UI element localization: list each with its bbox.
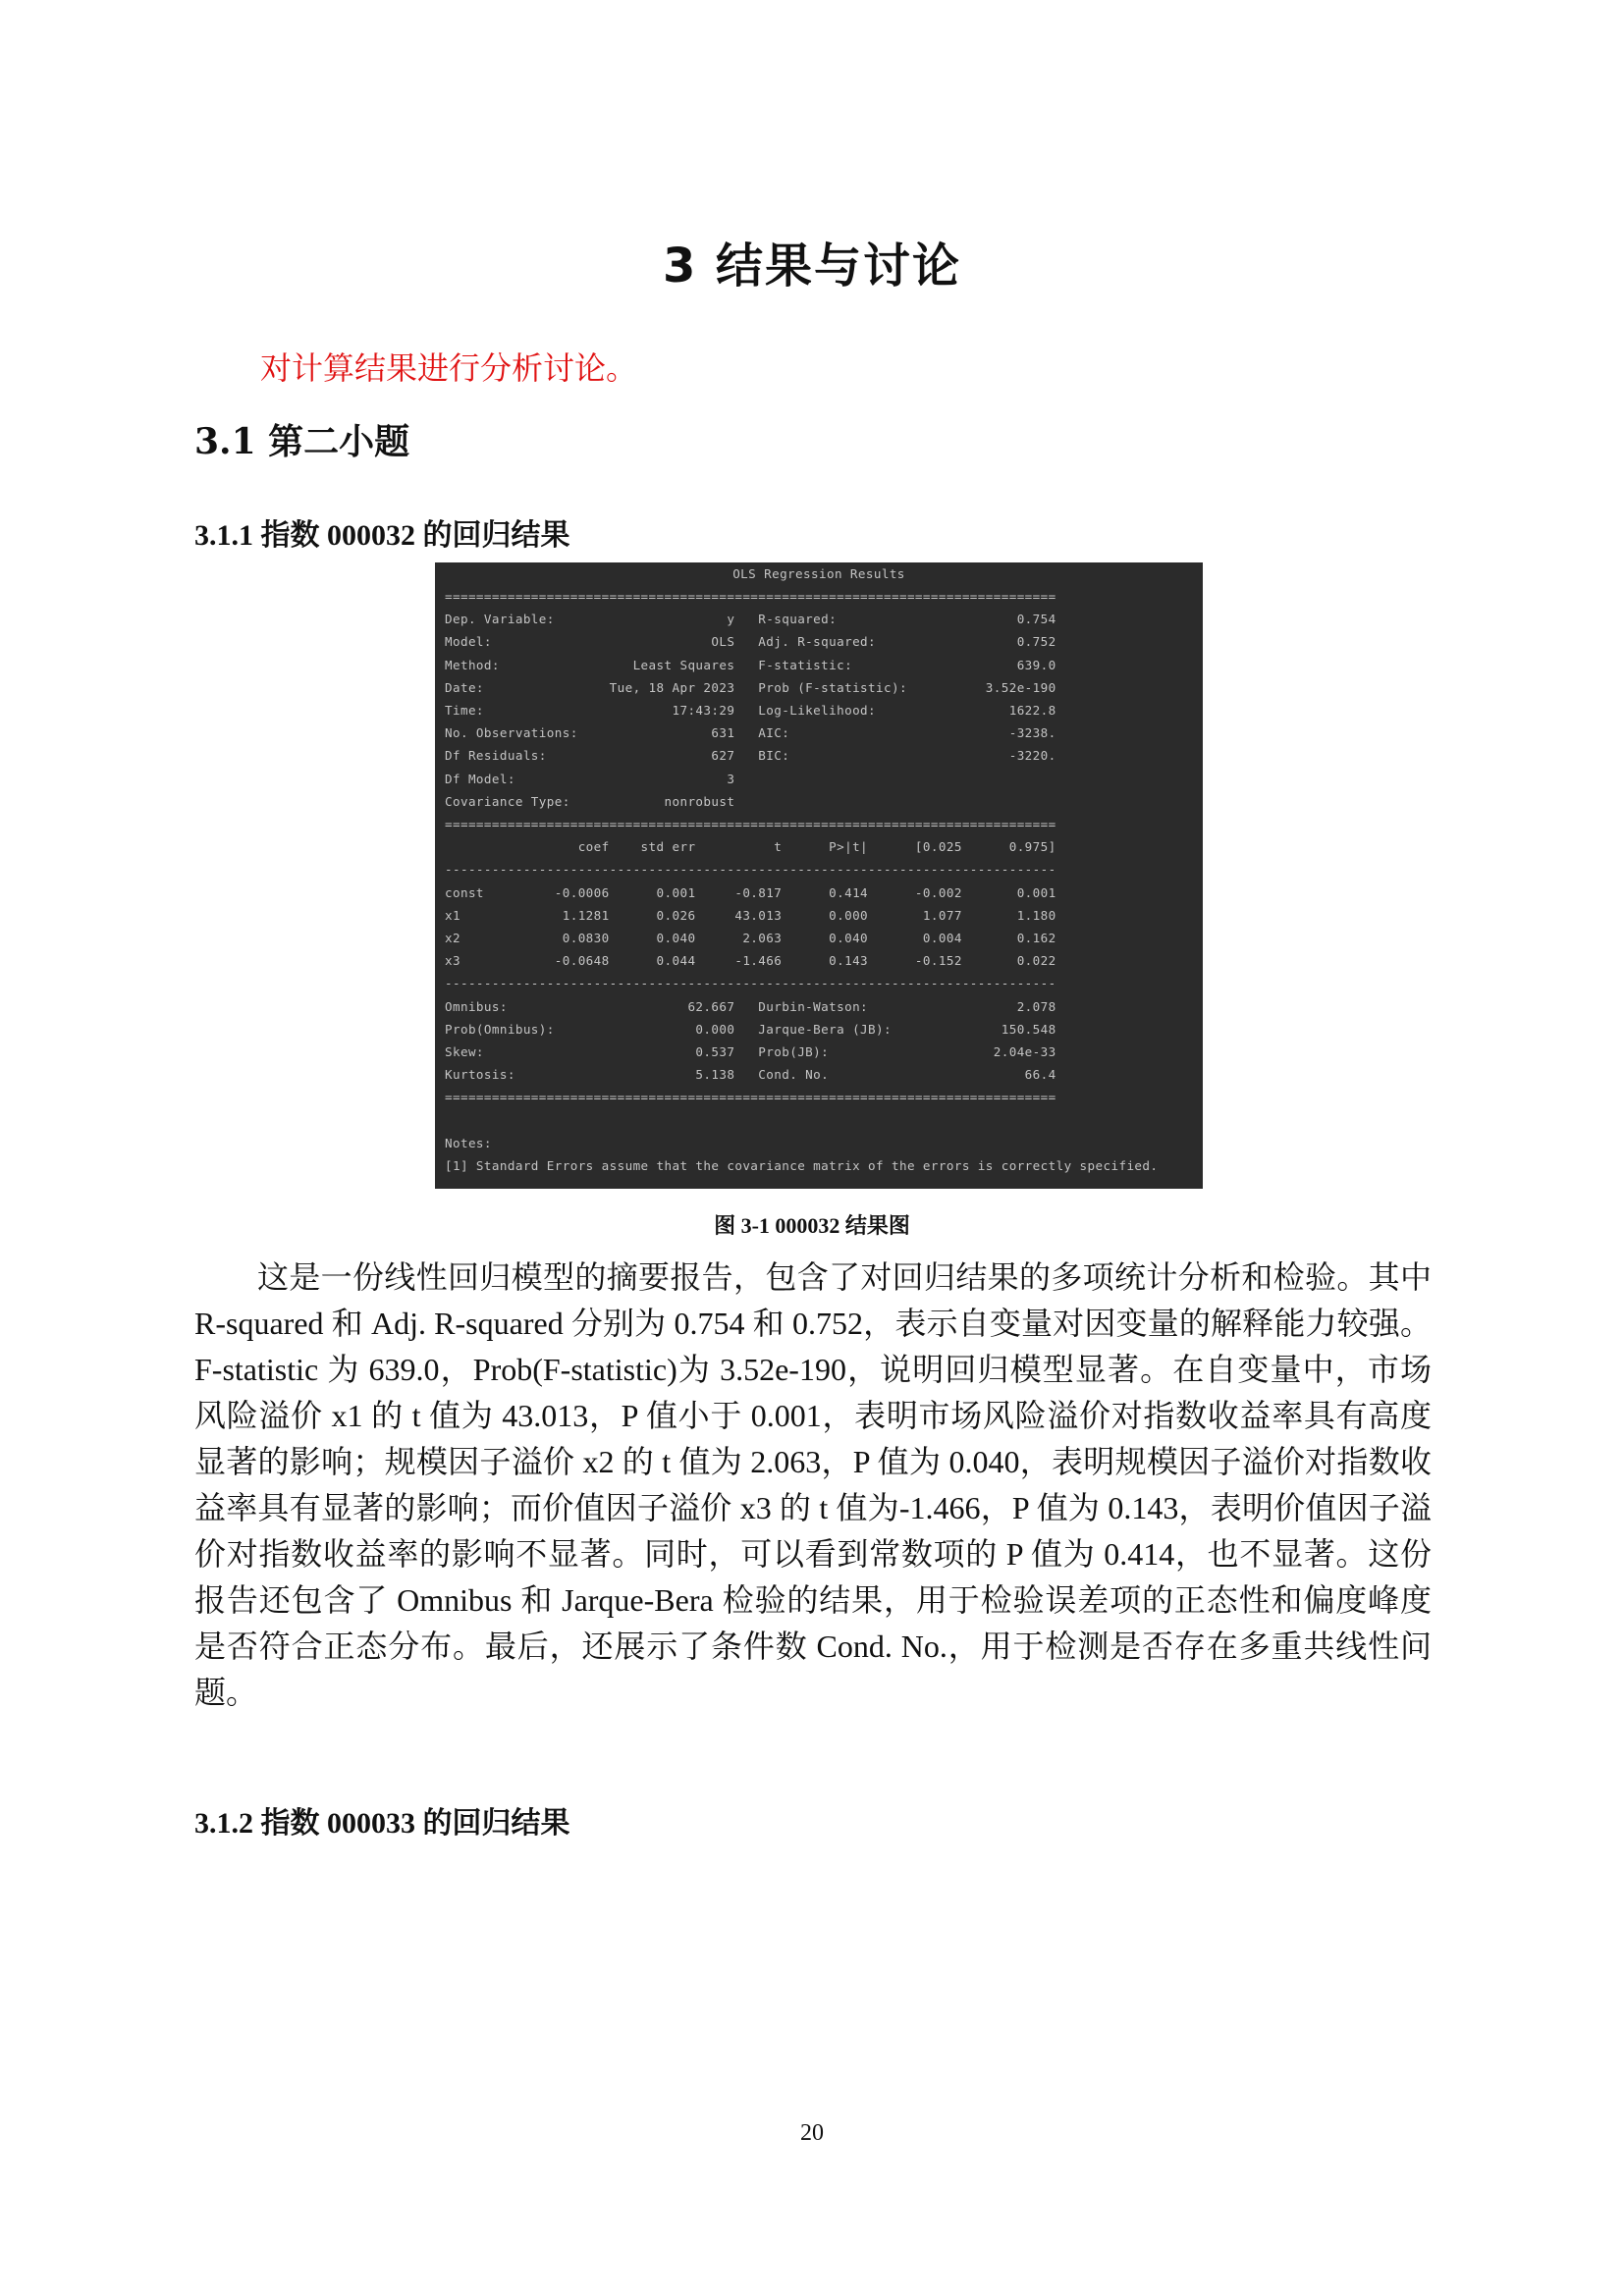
regression-output-line: Notes: — [445, 1135, 492, 1150]
regression-output-line: Covariance Type: nonrobust — [445, 793, 735, 809]
regression-output-line: ============================================================================== — [445, 589, 1056, 604]
regression-output-line: Kurtosis: 5.138 Cond. No. 66.4 — [445, 1067, 1056, 1083]
regression-output-line: Df Residuals: 627 BIC: -3220. — [445, 748, 1056, 764]
instruction-note: 对计算结果进行分析讨论。 — [260, 349, 638, 387]
regression-output-line: ------------------------------------------------------------------------------ — [445, 862, 1056, 878]
regression-output-line: x2 0.0830 0.040 2.063 0.040 0.004 0.162 — [445, 931, 1056, 945]
subsection-title-2: 3.1.2 指数 000033 的回归结果 — [194, 1807, 570, 1840]
regression-output-line: x1 1.1281 0.026 43.013 0.000 1.077 1.180 — [445, 907, 1056, 923]
regression-output-line: Date: Tue, 18 Apr 2023 Prob (F-statistic): 3.52e-190 — [445, 679, 1056, 695]
regression-output-line: Dep. Variable: y R-squared: 0.754 — [445, 612, 1056, 627]
regression-output-screenshot — [435, 562, 1203, 1189]
subsection-title-1: 3.1.1 指数 000032 的回归结果 — [194, 519, 570, 552]
body-paragraph: 这是一份线性回归模型的摘要报告，包含了对回归结果的多项统计分析和检验。其中 R-squared 和 Adj. R-squared 分别为 0.754 和 0.752，表示自变量对因变量的解释能力较强。F-statistic 为 639.0，Prob(F-statistic)为 3.52e-190，说明回归模型显著。在自变量中，市场风险溢价 x1 的 t 值为 43.013，P 值小于 0.001，表明市场风险溢价对指数收益率具有高度显著的影响；规模因子溢价 x2 的 t 值为 2.063，P 值为 0.040，表明规模因子溢价对指数收益率具有显著的影响；而价值因子溢价 x3 的 t 值为-1.466，P 值为 0.143，表明价值因子溢价对指数收益率的影响不显著。同时，可以看到常数项的 P 值为 0.414，也不显著。这份报告还包含了 Omnibus 和 Jarque-Bera 检验的结果，用于检验误差项的正态性和偏度峰度是否符合正态分布。最后，还展示了条件数 Cond. No.，用于检测是否存在多重共线性问题。 — [194, 1259, 1432, 1710]
page-number: 20 — [800, 2120, 824, 2146]
regression-output-line: Time: 17:43:29 Log-Likelihood: 1622.8 — [445, 703, 1056, 718]
regression-output-line: Omnibus: 62.667 Durbin-Watson: 2.078 — [445, 998, 1056, 1014]
regression-output-line: const -0.0006 0.001 -0.817 0.414 -0.002 0.001 — [445, 884, 1056, 900]
regression-output-line: No. Observations: 631 AIC: -3238. — [445, 725, 1056, 741]
regression-output-line: Skew: 0.537 Prob(JB): 2.04e-33 — [445, 1044, 1056, 1059]
section-title: 3.1 第二小题 — [194, 421, 410, 462]
regression-output-line: [1] Standard Errors assume that the covariance matrix of the errors is correctly specified. — [445, 1158, 1159, 1173]
figure-caption: 图 3-1 000032 结果图 — [714, 1213, 910, 1238]
regression-output-line: ============================================================================== — [445, 1090, 1056, 1105]
regression-output-line: x3 -0.0648 0.044 -1.466 0.143 -0.152 0.022 — [445, 953, 1056, 969]
regression-output-title: OLS Regression Results — [732, 566, 905, 581]
regression-output-line: Prob(Omnibus): 0.000 Jarque-Bera (JB): 150.548 — [445, 1021, 1056, 1037]
regression-output-line: ============================================================================== — [445, 817, 1056, 831]
regression-output-line: Method: Least Squares F-statistic: 639.0 — [445, 657, 1056, 672]
chapter-title: 3 结果与讨论 — [662, 239, 962, 294]
regression-output-line: Df Model: 3 — [445, 771, 735, 786]
regression-output-line: coef std err t P>|t| [0.025 0.975] — [445, 839, 1056, 855]
regression-output-line: Model: OLS Adj. R-squared: 0.752 — [445, 634, 1056, 650]
regression-output-line: ------------------------------------------------------------------------------ — [445, 976, 1056, 991]
